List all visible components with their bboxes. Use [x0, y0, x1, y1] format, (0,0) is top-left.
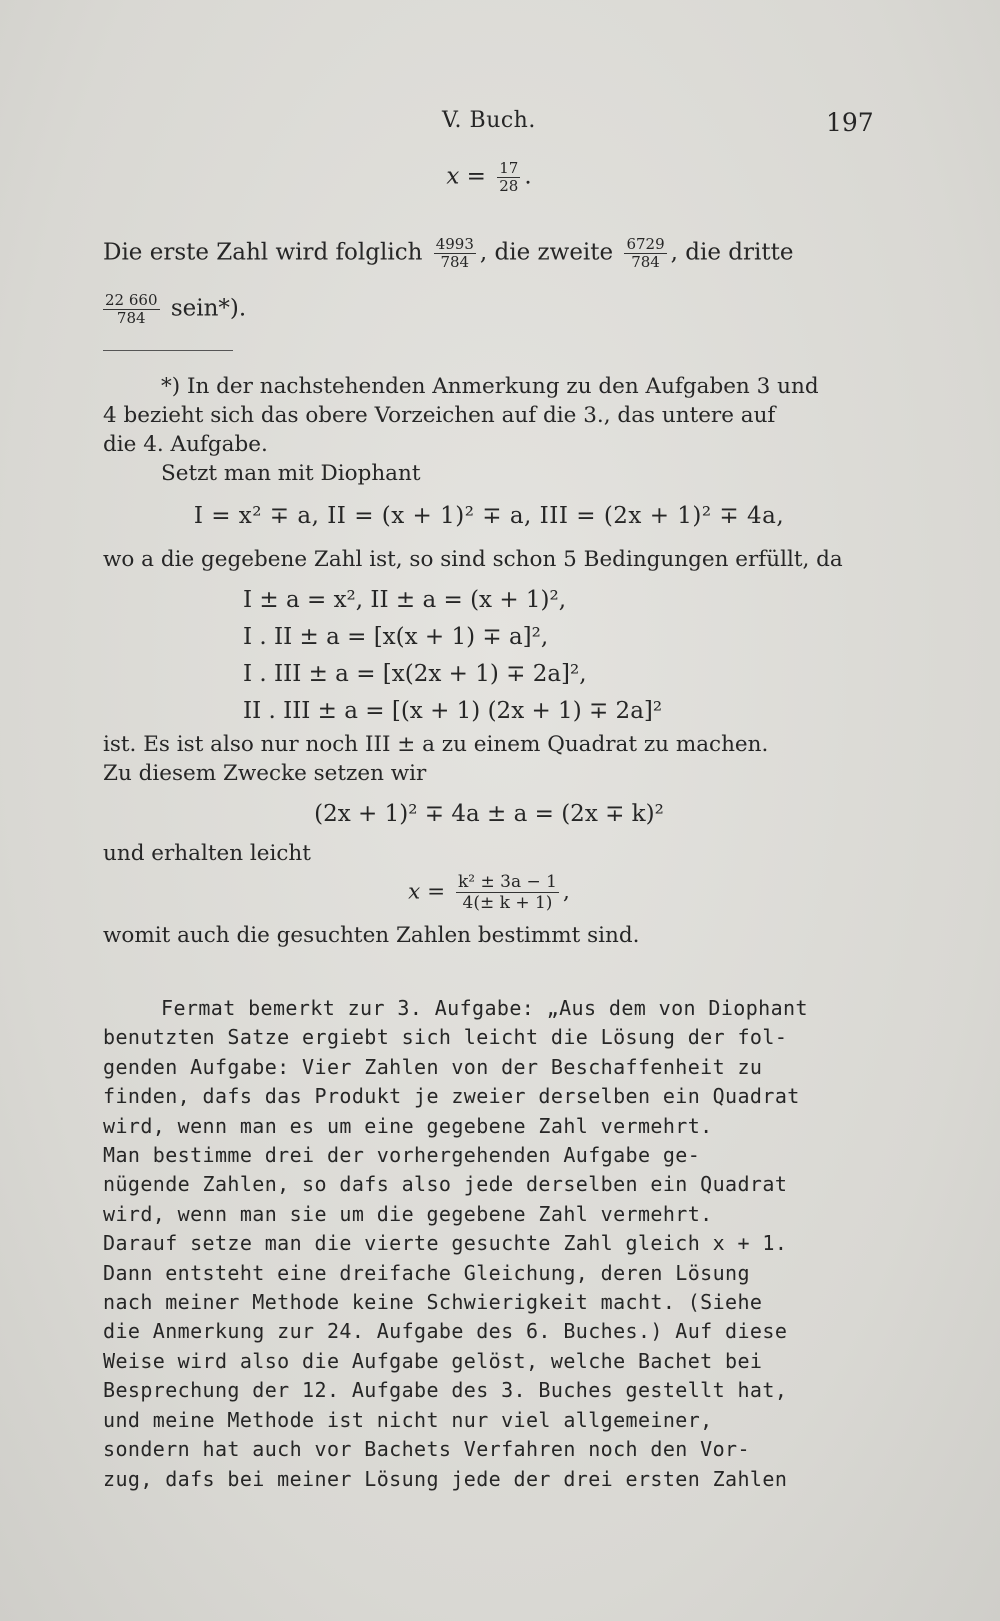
- fermat-line: Weise wird also die Aufgabe gelöst, welche Bachet bei: [103, 1348, 763, 1373]
- fermat-line: Darauf setze man die vierte gesuchte Zahl gleich x + 1.: [103, 1231, 788, 1256]
- fermat-line: Man bestimme drei der vorhergehenden Aufgabe ge-: [103, 1143, 701, 1168]
- fermat-line: Fermat bemerkt zur 3. Aufgabe: „Aus dem von Diophant: [161, 996, 808, 1020]
- footnote-line: womit auch die gesuchten Zahlen bestimmt sind.: [103, 923, 640, 948]
- fermat-line: nach meiner Methode keine Schwierigkeit macht. (Siehe: [103, 1290, 763, 1315]
- fermat-line: genden Aufgabe: Vier Zahlen von der Beschaffenheit zu: [103, 1054, 763, 1079]
- fermat-line: und meine Methode ist nicht nur viel allgemeiner,: [103, 1407, 713, 1432]
- fraction-x-solution: $\frac{\text{k² ± 3a − 1}}{4(\pm k + 1)}$: [457, 872, 557, 913]
- footnote-line: ist. Es ist also nur noch III ± a zu einem Quadrat zu machen.: [103, 732, 769, 757]
- fermat-line: wird, wenn man sie um die gegebene Zahl vermehrt.: [103, 1201, 713, 1226]
- fermat-line: sondern hat auch vor Bachets Verfahren noch den Vor-: [103, 1437, 750, 1462]
- footnote-line: wo a die gegebene Zahl ist, so sind schon 5 Bedingungen erfüllt, da: [103, 547, 843, 572]
- footnote-rule: [103, 344, 875, 361]
- page-header: [0, 108, 1000, 144]
- footnote-line: die 4. Aufgabe.: [103, 432, 268, 457]
- fermat-line: Dann entsteht eine dreifache Gleichung, deren Lösung: [103, 1260, 750, 1285]
- footnote-line: Zu diesem Zwecke setzen wir: [103, 761, 427, 786]
- condition-line: II . III ± a = [(x + 1) (2x + 1) ∓ 2a]²: [243, 698, 663, 724]
- fraction-second: $\frac{6729}{784}$: [626, 235, 665, 271]
- running-head: V. Buch.: [442, 108, 536, 133]
- equation-x-solution: x = $\frac{\text{k² ± 3a − 1}}{4(\pm k + 1)}$ ,: [408, 872, 570, 913]
- footnote-line: Setzt man mit Diophant: [161, 461, 421, 486]
- equation-x: x = $\frac{17}{28}$ .: [446, 159, 532, 195]
- fermat-line: nügende Zahlen, so dafs also jede derselben ein Quadrat: [103, 1172, 788, 1197]
- fermat-line: die Anmerkung zur 24. Aufgabe des 6. Buches.) Auf diese: [103, 1319, 788, 1344]
- footnote-line: 4 bezieht sich das obere Vorzeichen auf die 3., das untere auf: [103, 403, 776, 428]
- result-line: Die erste Zahl wird folglich $\frac{4993}{784}$ , die zweite $\frac{6729}{784}$ , die dritte: [103, 235, 794, 271]
- result-line-2: $\frac{22 660}{784}$ sein*).: [105, 291, 247, 327]
- fermat-line: Besprechung der 12. Aufgabe des 3. Buches gestellt hat,: [103, 1378, 788, 1403]
- conditions-block: [103, 582, 875, 730]
- condition-line: I . II ± a = [x(x + 1) ∓ a]²,: [243, 624, 549, 650]
- fermat-line: benutzten Satze ergiebt sich leicht die Lösung der fol-: [103, 1025, 788, 1050]
- equation-diophant: I = x² ∓ a, II = (x + 1)² ∓ a, III = (2x + 1)² ∓ 4a,: [193, 503, 785, 529]
- fraction-17-28: $\frac{17}{28}$: [499, 159, 519, 195]
- footnote: [103, 372, 875, 950]
- fermat-line: wird, wenn man es um eine gegebene Zahl vermehrt.: [103, 1113, 713, 1138]
- equation-quadrat: (2x + 1)² ∓ 4a ± a = (2x ∓ k)²: [314, 801, 664, 827]
- condition-line: I ± a = x², II ± a = (x + 1)²,: [243, 587, 567, 613]
- condition-line: I . III ± a = [x(2x + 1) ∓ 2a]²,: [243, 661, 587, 687]
- fermat-paragraph: [103, 994, 875, 1494]
- fraction-first: $\frac{4993}{784}$: [435, 235, 474, 271]
- footnote-line: *) In der nachstehenden Anmerkung zu den Aufgaben 3 und: [161, 374, 819, 399]
- fermat-line: zug, dafs bei meiner Lösung jede der drei ersten Zahlen: [103, 1466, 788, 1491]
- footnote-line: und erhalten leicht: [103, 841, 311, 866]
- page-number: 197: [826, 108, 874, 137]
- fraction-third: $\frac{22 660}{784}$: [105, 291, 158, 327]
- fermat-line: finden, dafs das Produkt je zweier derselben ein Quadrat: [103, 1084, 800, 1109]
